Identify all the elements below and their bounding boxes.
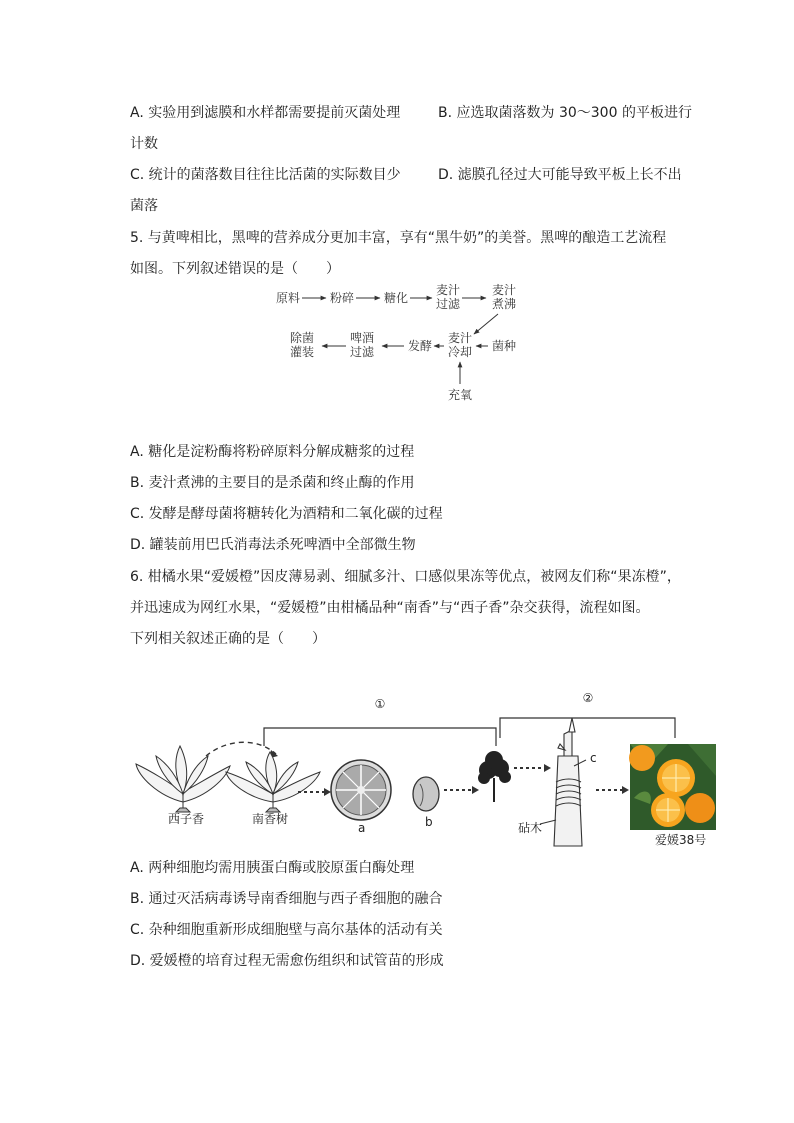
flow-saccharify: 糖化	[384, 291, 409, 305]
flow-ferment: 发酵	[408, 339, 433, 353]
rootstock-label: 砧木	[518, 821, 543, 835]
q6-option-c: C. 杂种细胞重新形成细胞壁与高尔基体的活动有关	[130, 922, 443, 938]
flow-crush: 粉碎	[330, 291, 355, 305]
step1-label: ①	[374, 697, 386, 711]
q5-option-c: C. 发酵是酵母菌将糖转化为酒精和二氧化碳的过程	[130, 506, 443, 522]
flow-beer-filter-2: 过滤	[350, 345, 375, 359]
q5-option-b: B. 麦汁煮沸的主要目的是杀菌和终止酶的作用	[130, 475, 415, 491]
q4-option-b-continued: 计数	[130, 136, 158, 152]
q4-option-c: C. 统计的菌落数目往往比活菌的实际数目少	[130, 167, 401, 183]
q5-stem-line-2: 如图。下列叙述错误的是（ ）	[130, 261, 340, 277]
bracket-step1	[264, 728, 496, 746]
flow-wort-boil-2: 煮沸	[492, 297, 517, 311]
label-b: b	[425, 815, 433, 829]
flow-strain: 菌种	[492, 339, 517, 353]
pollination-arc	[206, 742, 276, 756]
orange-breeding-figure	[128, 686, 728, 852]
flow-wort-filter-1: 麦汁	[436, 283, 461, 297]
q5-option-a: A. 糖化是淀粉酶将粉碎原料分解成糖浆的过程	[130, 444, 415, 460]
q6-stem-line-1: 6. 柑橘水果“爱媛橙”因皮薄易剥、细腻多汁、口感似果冻等优点，被网友们称“果冻橙”，	[130, 569, 681, 585]
q4-option-b: B. 应选取菌落数为 30～300 的平板进行	[438, 105, 692, 121]
q4-option-a: A. 实验用到滤膜和水样都需要提前灭菌处理	[130, 105, 401, 121]
result-label: 爱媛38号	[655, 833, 707, 847]
label-c: c	[590, 751, 597, 765]
nanxiang-flower-icon	[226, 752, 320, 812]
q4-option-d: D. 滤膜孔径过大可能导致平板上长不出	[438, 167, 682, 183]
label-a: a	[358, 821, 366, 835]
grafting-rootstock-icon	[554, 718, 586, 846]
arrow	[474, 314, 498, 334]
seed-icon	[413, 777, 439, 811]
ehime-orange-photo	[629, 744, 716, 830]
flow-wort-boil-1: 麦汁	[492, 283, 517, 297]
q6-option-a: A. 两种细胞均需用胰蛋白酶或胶原蛋白酶处理	[130, 860, 415, 876]
flow-sterile-fill-2: 灌装	[290, 345, 315, 359]
step2-label: ②	[582, 691, 594, 705]
flow-beer-filter-1: 啤酒	[350, 331, 375, 345]
flow-sterile-fill-1: 除菌	[290, 331, 315, 345]
flow-wort-filter-2: 过滤	[436, 297, 461, 311]
q6-stem-line-2: 并迅速成为网红水果，“爱媛橙”由柑橘品种“南香”与“西子香”杂交获得，流程如图。	[130, 600, 650, 616]
xizixiang-label: 西子香	[168, 812, 205, 826]
rootstock-pointer	[540, 820, 556, 824]
q6-option-d: D. 爱媛橙的培育过程无需愈伤组织和试管苗的形成	[130, 953, 444, 969]
flow-oxygen: 充氧	[448, 388, 473, 402]
fruit-cross-section-icon	[331, 760, 391, 820]
q4-option-d-continued: 菌落	[130, 198, 158, 214]
q5-option-d: D. 罐装前用巴氏消毒法杀死啤酒中全部微生物	[130, 537, 416, 553]
flow-raw: 原料	[276, 291, 301, 305]
beer-brewing-flowchart	[270, 282, 530, 404]
seedling-tree-icon	[478, 751, 511, 802]
nanxiang-label: 南香树	[252, 812, 289, 826]
q5-stem-line-1: 5. 与黄啤相比，黑啤的营养成分更加丰富，享有“黑牛奶”的美誉。黑啤的酿造工艺流程	[130, 230, 667, 246]
flow-wort-cool-1: 麦汁	[448, 331, 473, 345]
xizixiang-flower-icon	[136, 746, 230, 812]
bracket-step2	[500, 718, 675, 738]
q6-option-b: B. 通过灭活病毒诱导南香细胞与西子香细胞的融合	[130, 891, 443, 907]
flow-wort-cool-2: 冷却	[448, 345, 473, 359]
q6-stem-line-3: 下列相关叙述正确的是（ ）	[130, 631, 326, 647]
